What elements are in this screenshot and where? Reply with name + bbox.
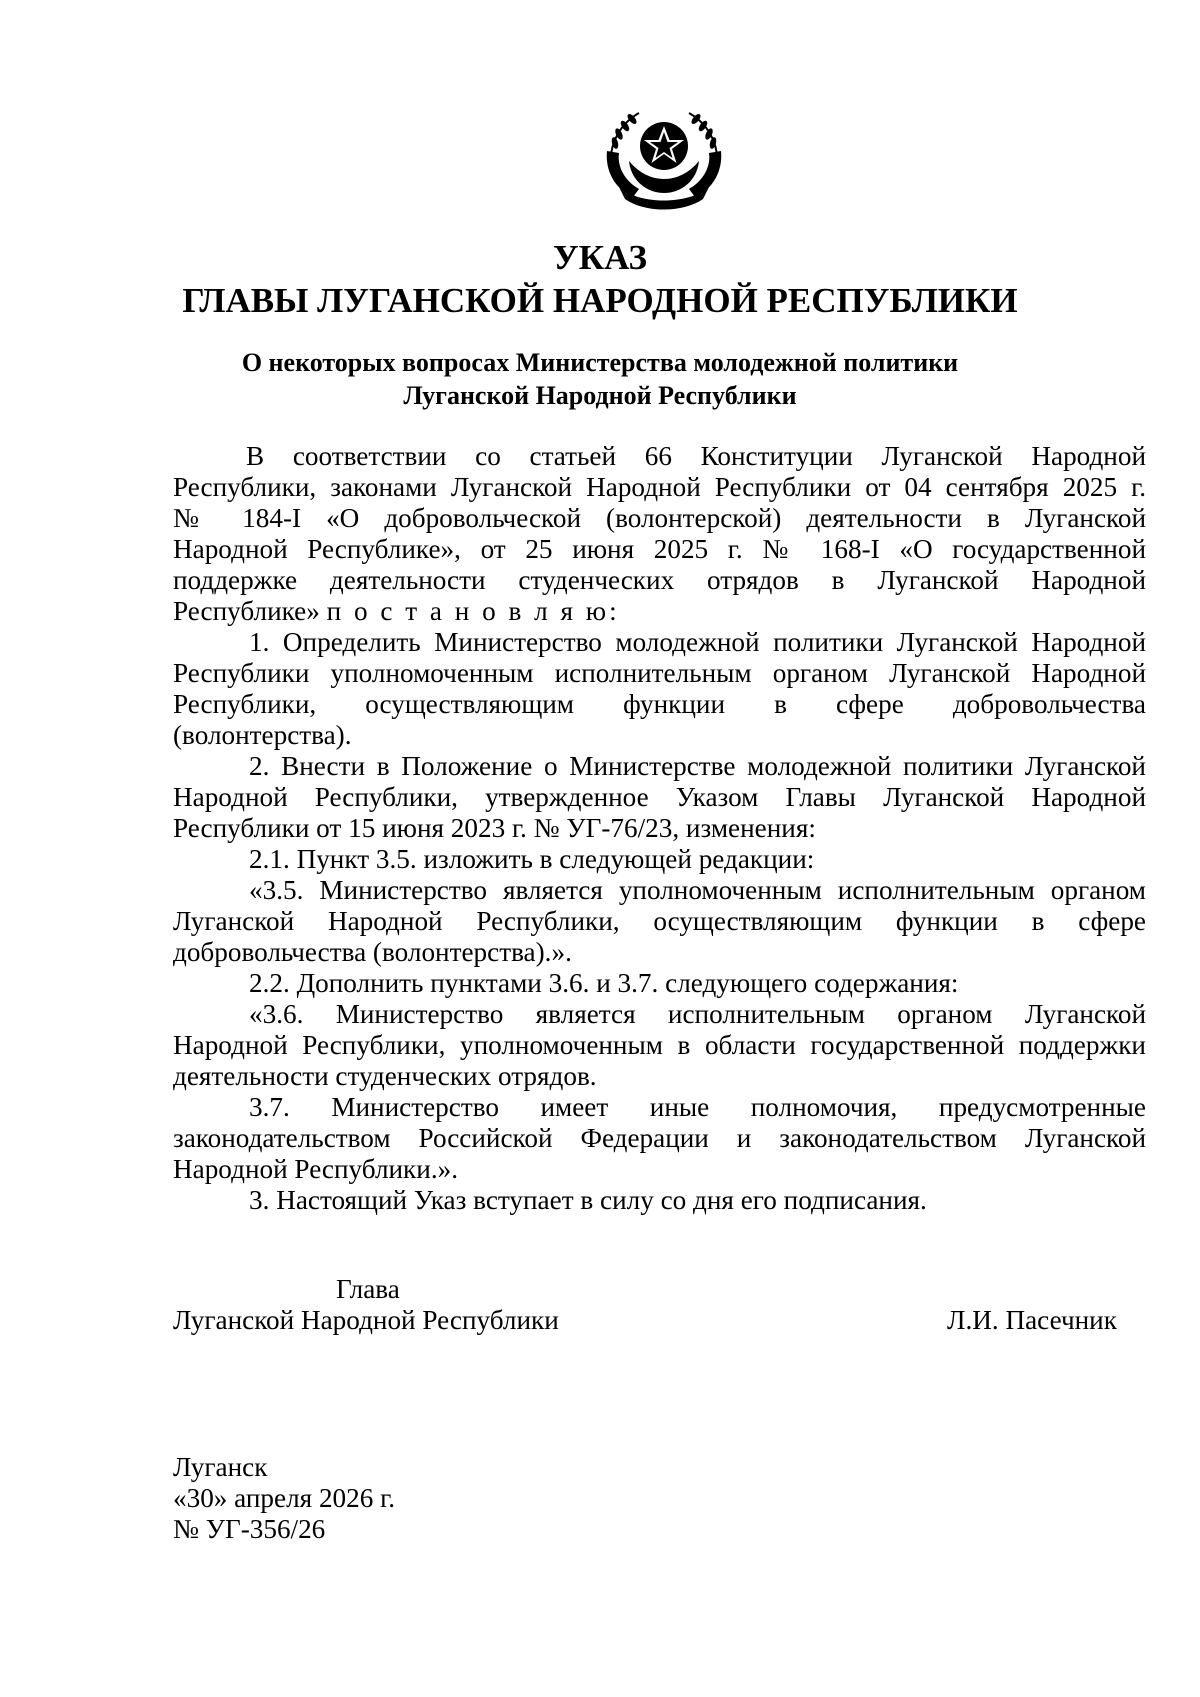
body-line: Народной Республики, утвержденное Указом Главы Луганской Народной	[173, 782, 1146, 812]
issue-date: «30» апреля 2026 г.	[173, 1483, 396, 1513]
body-line: 2.2. Дополнить пунктами 3.6. и 3.7. следующего содержания:	[249, 968, 959, 998]
body-line: № 184-I «О добровольческой (волонтерской) деятельности в Луганской	[173, 503, 1146, 533]
body-line: Республики от 15 июня 2023 г. № УГ-76/23, изменения:	[173, 813, 816, 843]
body-line: 2. Внести в Положение о Министерстве молодежной политики Луганской	[249, 751, 1146, 781]
body-line	[173, 595, 1146, 627]
body-line: (волонтерства).	[173, 720, 352, 750]
body-line: Республики, осуществляющим функции в сфере добровольчества	[173, 689, 1146, 719]
subject-line-2: Луганской Народной Республики	[403, 381, 797, 410]
body-line: Народной Республики.».	[173, 1154, 459, 1184]
body-line: 2.1. Пункт 3.5. изложить в следующей редакции:	[249, 844, 815, 874]
signatory-name: Л.И. Пасечник	[947, 1305, 1117, 1335]
body-line-text: Республике»	[173, 596, 320, 626]
body-line: 3.7. Министерство имеет иные полномочия, предусмотренные	[249, 1092, 1146, 1122]
body-line: поддержке деятельности студенческих отрядов в Луганской Народной	[173, 565, 1146, 595]
issue-city: Луганск	[173, 1452, 268, 1482]
body-line: деятельности студенческих отрядов.	[173, 1061, 597, 1091]
body-line: Народной Республики, уполномоченным в области государственной поддержки	[173, 1030, 1146, 1060]
body-line: «3.6. Министерство является исполнительным органом Луганской	[249, 999, 1146, 1029]
body-line: 1. Определить Министерство молодежной политики Луганской Народной	[249, 627, 1146, 657]
body-line: Луганской Народной Республики, осуществляющим функции в сфере	[173, 906, 1146, 936]
document-type-title: УКАЗ	[553, 238, 647, 277]
signatory-position: Глава	[336, 1274, 400, 1304]
issuer-title: ГЛАВЫ ЛУГАНСКОЙ НАРОДНОЙ РЕСПУБЛИКИ	[182, 281, 1018, 320]
body-line: «3.5. Министерство является уполномоченным исполнительным органом	[249, 875, 1146, 905]
body-line: законодательством Российской Федерации и законодательством Луганской	[173, 1123, 1146, 1153]
decree-verb: п о с т а н о в л я ю:	[326, 596, 620, 626]
subject-line-1: О некоторых вопросах Министерства молодежной политики	[241, 348, 959, 377]
body-line: Республики, законами Луганской Народной Республики от 04 сентября 2025 г.	[173, 472, 1146, 502]
coat-of-arms-icon	[599, 101, 729, 211]
body-line: добровольчества (волонтерства).».	[173, 937, 572, 967]
body-line: 3. Настоящий Указ вступает в силу со дня его подписания.	[249, 1185, 927, 1215]
body-line: Народной Республике», от 25 июня 2025 г. № 168-I «О государственной	[173, 534, 1146, 564]
decree-number: № УГ-356/26	[173, 1514, 326, 1544]
body-line: В соответствии со статьей 66 Конституции Луганской Народной	[246, 441, 1146, 471]
body-line: Республики уполномоченным исполнительным органом Луганской Народной	[173, 658, 1146, 688]
signatory-position-org: Луганской Народной Республики	[173, 1305, 559, 1335]
